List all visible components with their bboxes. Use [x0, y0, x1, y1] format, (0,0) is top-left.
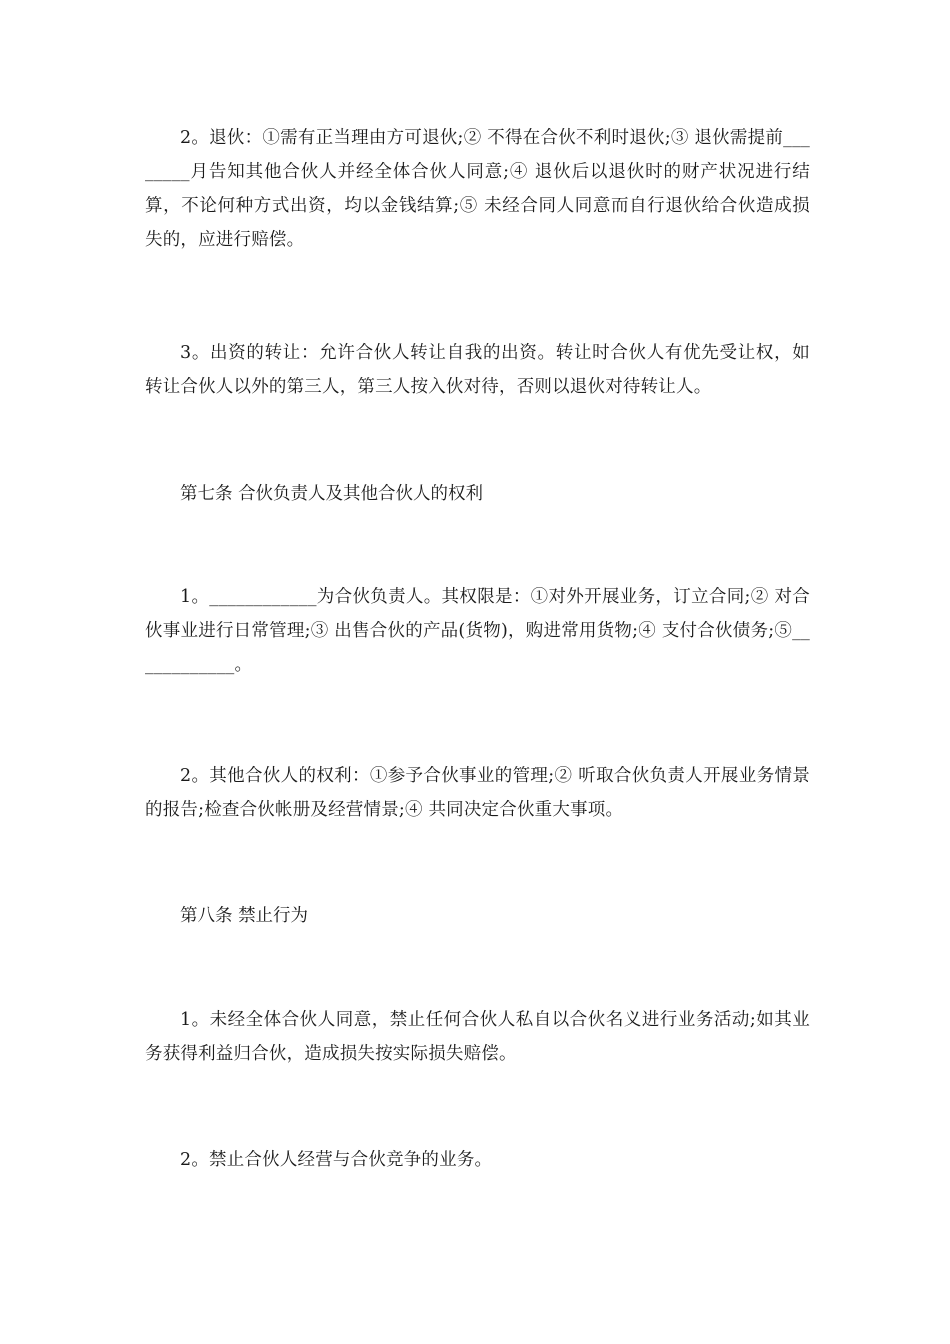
heading-article-eight: 第八条 禁止行为 [180, 906, 309, 926]
paragraph-capital-transfer: 3。出资的转让：允许合伙人转让自我的出资。转让时合伙人有优先受让权，如转让合伙人以外的第三人，第三人按入伙对待，否则以退伙对待转让人。 [145, 343, 810, 397]
paragraph-partner-in-charge: 1。____________为合伙负责人。其权限是：①对外开展业务，订立合同;② 对合伙事业进行日常管理;③ 出售合伙的产品(货物)，购进常用货物;④ 支付合伙债务;⑤____________。 [145, 587, 810, 675]
heading-article-seven: 第七条 合伙负责人及其他合伙人的权利 [180, 484, 484, 504]
paragraph-withdrawal: 2。退伙：①需有正当理由方可退伙;② 不得在合伙不利时退伙;③ 退伙需提前________月告知其他合伙人并经全体合伙人同意;④ 退伙后以退伙时的财产状况进行结算，不论何种方式出资，均以金钱结算;⑤ 未经合同人同意而自行退伙给合伙造成损失的，应进行赔偿。 [145, 128, 810, 250]
paragraph-other-partners-rights: 2。其他合伙人的权利：①参予合伙事业的管理;② 听取合伙负责人开展业务情景的报告;检查合伙帐册及经营情景;④ 共同决定合伙重大事项。 [145, 766, 810, 820]
paragraph-prohibition-unauthorized: 1。未经全体合伙人同意，禁止任何合伙人私自以合伙名义进行业务活动;如其业务获得利益归合伙，造成损失按实际损失赔偿。 [145, 1010, 810, 1064]
paragraph-prohibition-competition: 2。禁止合伙人经营与合伙竞争的业务。 [180, 1150, 493, 1170]
